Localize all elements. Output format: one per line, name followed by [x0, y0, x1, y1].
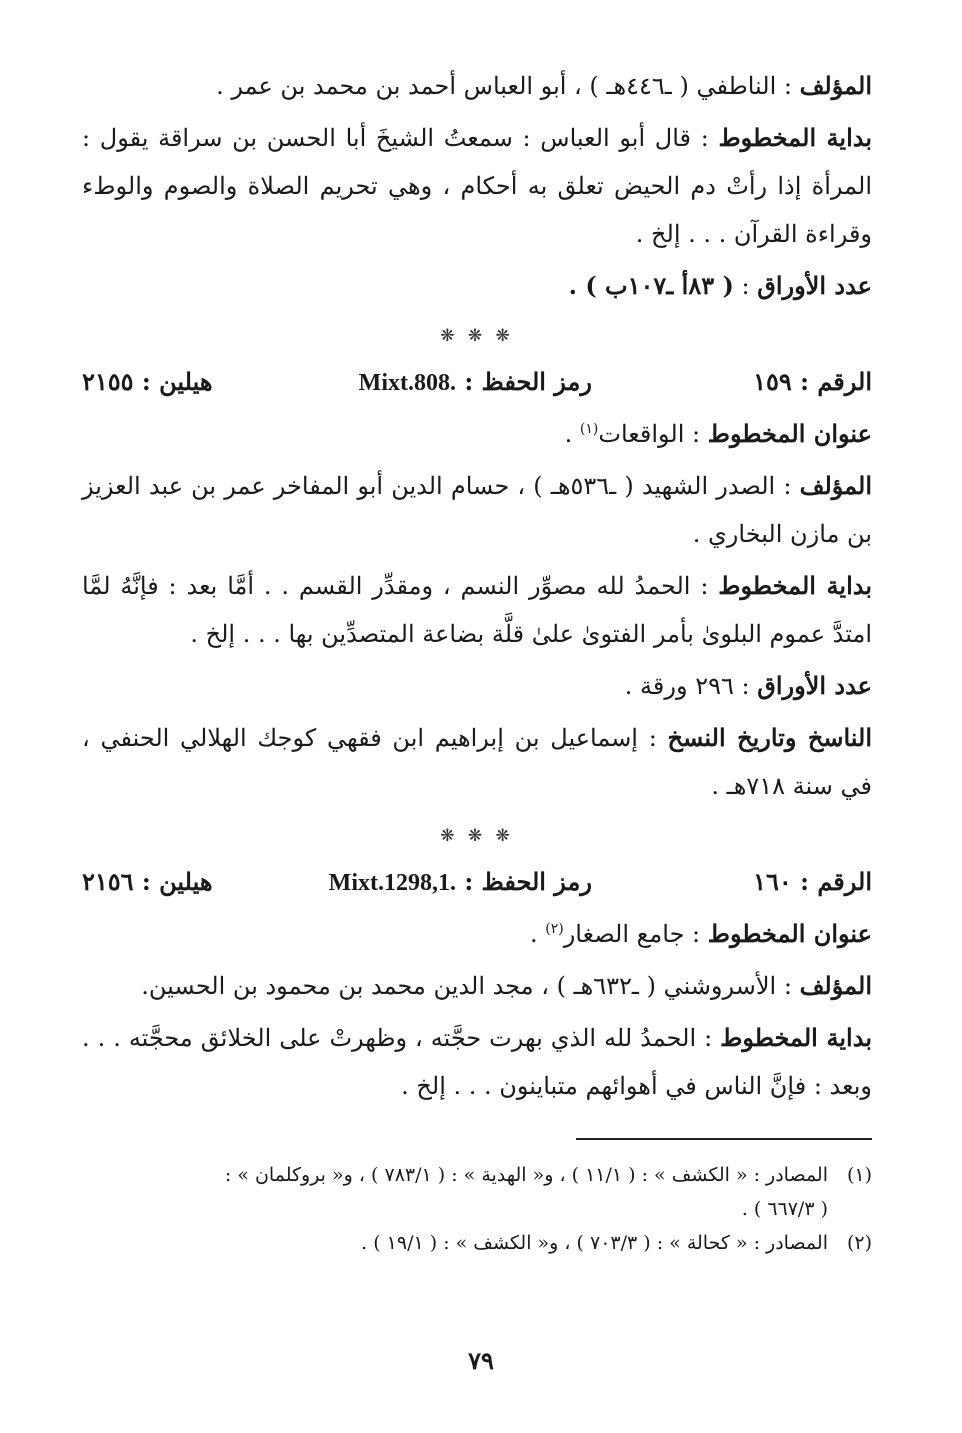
title-label: عنوان المخطوط: [707, 419, 872, 448]
number-value: ١٦٠: [753, 867, 792, 896]
copyist-line: الناسخ وتاريخ النسخ : إسماعيل بن إبراهيم ابن فقهي كوجك الهلالي الحنفي ، في سنة ٧١٨هـ .: [82, 723, 873, 800]
hilin-number: [82, 358, 213, 406]
footnote-ref: (١): [579, 421, 599, 437]
hilin-label: هيلين :: [141, 367, 213, 396]
leaves-line: عدد الأوراق : ( ٨٣أ ـ١٠٧ب ) .: [568, 271, 872, 300]
footnote-number: (١): [846, 1164, 872, 1186]
author-label: المؤلف: [799, 471, 873, 500]
footnote-1: [82, 1158, 872, 1192]
start-label: بداية المخطوط: [720, 1023, 872, 1052]
code-value: Mixt.808.: [358, 370, 456, 396]
author-label: المؤلف: [799, 71, 872, 100]
number-label: الرقم :: [800, 867, 872, 896]
start-label: بداية المخطوط: [718, 571, 873, 600]
start-line: بداية المخطوط : قال أبو العباس : سمعتُ الشيخَ أبا الحسن بن سراقة يقول : المرأة إذا رأتْ دم الحيض تعلق به أحكام ، وهي تحريم الصلاة والصوم والوطء وقراءة القرآن . . . إلخ .: [82, 123, 873, 248]
number-value: ١٥٩: [753, 367, 792, 396]
author-line: المؤلف : الناطفي ( ـ٤٤٦هـ ) ، أبو العباس أحمد بن محمد بن عمر .: [216, 71, 872, 100]
leaves-line: عدد الأوراق : ٢٩٦ ورقة .: [624, 671, 872, 700]
author-label: المؤلف: [799, 971, 872, 1000]
code-value: Mixt.1298,1.: [328, 870, 456, 896]
number-label: الرقم :: [800, 367, 872, 396]
title-line: عنوان المخطوط : جامع الصغار$^{(٢)}$ .: [529, 919, 872, 948]
copyist-label: الناسخ وتاريخ النسخ: [667, 723, 873, 752]
start-line: بداية المخطوط : الحمدُ لله مصوِّر النسم ، ومقدِّر القسم . . أمَّا بعد : فإنَّهُ لمَّا امتدَّ عموم البلوىٰ بأمر الفتوىٰ علىٰ قلَّة بضاعة المتصدِّين بها . . . إلخ .: [82, 571, 873, 648]
footnote-1-continuation: ( ٦٦٧/٣ ) .: [741, 1198, 828, 1220]
title-text: جامع الصغار: [563, 920, 685, 948]
section-separator: ❋ ❋ ❋: [440, 326, 514, 346]
shelf-code: [359, 358, 592, 407]
author-line: المؤلف : الأسروشني ( ـ٦٣٢هـ ) ، مجد الدين محمد بن محمود بن الحسين.: [141, 971, 872, 1000]
hilin-label: هيلين :: [141, 867, 213, 896]
title-line: عنوان المخطوط : الواقعات$^{(١)}$ .: [564, 419, 872, 448]
footnote-2: [82, 1226, 872, 1260]
start-text: قال أبو العباس : سمعتُ الشيخَ أبا الحسن بن سراقة يقول : المرأة إذا رأتْ دم الحيض تعلق به أحكام ، وهي تحريم الصلاة والصوم والوطء وقراءة القرآن . . . إلخ .: [82, 124, 872, 248]
code-label: رمز الحفظ :: [464, 367, 592, 396]
hilin-number: [82, 858, 213, 906]
hilin-value: ٢١٥٥: [82, 367, 134, 396]
code-label: رمز الحفظ :: [464, 867, 592, 896]
leaves-label: عدد الأوراق: [757, 671, 872, 700]
author-text: الأسروشني ( ـ٦٣٢هـ ) ، مجد الدين محمد بن محمود بن الحسين.: [141, 972, 777, 1000]
title-label: عنوان المخطوط: [707, 919, 872, 948]
start-text: الحمدُ لله الذي بهرت حجَّته ، وظهرتْ على الخلائق محجَّته . . . وبعد : فإنَّ الناس في أهوائهم متباينون . . . إلخ .: [82, 1024, 872, 1100]
copyist-text: إسماعيل بن إبراهيم ابن فقهي كوجك الهلالي الحنفي ، في سنة ٧١٨هـ .: [82, 724, 872, 800]
page-number: ٧٩: [468, 1346, 494, 1375]
footnote-divider: [576, 1138, 872, 1140]
footnote-number: (٢): [846, 1232, 872, 1254]
footnote-text: المصادر : « كحالة » : ( ٧٠٣/٣ ) ، و« الكشف » : ( ١٩/١ ) .: [361, 1232, 828, 1254]
author-text: الصدر الشهيد ( ـ٥٣٦هـ ) ، حسام الدين أبو المفاخر عمر بن عبد العزيز بن مازن البخاري .: [82, 472, 872, 548]
shelf-code: [329, 858, 592, 907]
entry-number: [753, 858, 872, 906]
entry-header-159: [82, 358, 872, 406]
title-text: الواقعات: [598, 420, 685, 448]
footnote-ref: (٢): [545, 921, 564, 937]
hilin-value: ٢١٥٦: [82, 867, 134, 896]
leaves-text: ( ٨٣أ ـ١٠٧ب ) .: [568, 271, 734, 300]
start-text: الحمدُ لله مصوِّر النسم ، ومقدِّر القسم . . أمَّا بعد : فإنَّهُ لمَّا امتدَّ عموم البلوىٰ بأمر الفتوىٰ علىٰ قلَّة بضاعة المتصدِّين بها . . . إلخ .: [82, 572, 872, 648]
entry-number: [753, 358, 872, 406]
leaves-label: عدد الأوراق: [757, 271, 872, 300]
section-separator: ❋ ❋ ❋: [440, 826, 514, 846]
footnote-text: المصادر : « الكشف » : ( ١١/١ ) ، و« الهدية » : ( ٧٨٣/١ ) ، و« بروكلمان » :: [224, 1164, 828, 1186]
start-label: بداية المخطوط: [718, 123, 873, 152]
author-text: الناطفي ( ـ٤٤٦هـ ) ، أبو العباس أحمد بن محمد بن عمر .: [216, 72, 777, 100]
entry-header-160: [82, 858, 872, 906]
start-line: بداية المخطوط : الحمدُ لله الذي بهرت حجَّته ، وظهرتْ على الخلائق محجَّته . . . وبعد : فإنَّ الناس في أهوائهم متباينون . . . إلخ .: [82, 1023, 872, 1100]
author-line: المؤلف : الصدر الشهيد ( ـ٥٣٦هـ ) ، حسام الدين أبو المفاخر عمر بن عبد العزيز بن مازن البخاري .: [82, 471, 873, 548]
leaves-text: ٢٩٦ ورقة .: [624, 672, 734, 700]
